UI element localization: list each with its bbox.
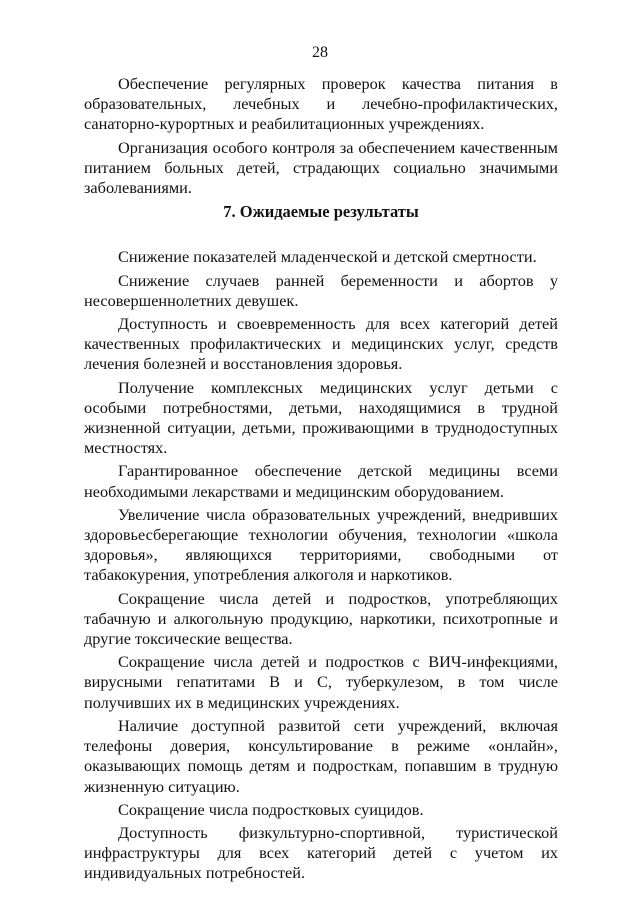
paragraph: Снижение случаев ранней беременности и абортов у несовершеннолетних девушек. (84, 270, 558, 310)
paragraph: Сокращение числа детей и подростков, употребляющих табачную и алкогольную продукцию, наркотики, психотропные и другие токсические вещества. (84, 588, 558, 649)
page-number: 28 (312, 44, 328, 61)
paragraph: Доступность и своевременность для всех категорий детей качественных профилактических и медицинских услуг, средств лечения болезней и восстановления здоровья. (84, 314, 558, 374)
paragraph: Обеспечение регулярных проверок качества питания в образовательных, лечебных и лечебно-профилактических, санаторно-курортных и реабилитационных учреждениях. (84, 74, 558, 134)
paragraph: Организация особого контроля за обеспечением качественным питанием больных детей, страдающих социально значимыми заболеваниями. (84, 137, 558, 198)
paragraph: Получение комплексных медицинских услуг детьми с особыми потребностями, детьми, находящимися в трудной жизненной ситуации, детьми, проживающими в труднодоступных местностях. (84, 377, 558, 458)
page-body (84, 74, 558, 887)
paragraph: Увеличение числа образовательных учреждений, внедривших здоровьесберегающие технологии обучения, технологии «школа здоровья», являющихся территориями, свободными от табакокурения, употребления алкоголя и наркотиков. (84, 504, 558, 585)
section-heading: 7. Ожидаемые результаты (223, 202, 419, 222)
paragraph: Гарантированное обеспечение детской медицины всеми необходимыми лекарствами и медицинским оборудованием. (84, 461, 558, 501)
paragraph: Наличие доступной развитой сети учреждений, включая телефоны доверия, консультирование в режиме «онлайн», оказывающих помощь детям и подросткам, попавшим в трудную жизненную ситуацию. (84, 715, 558, 796)
paragraph: Сокращение числа детей и подростков с ВИЧ-инфекциями, вирусными гепатитами В и С, туберкулезом, в том числе получивших их в медицинских учреждениях. (84, 652, 558, 712)
paragraph: Сокращение числа подростковых суицидов. (118, 799, 424, 819)
paragraph: Доступность физкультурно-спортивной, туристической инфраструктуры для всех категорий детей с учетом их индивидуальных потребностей. (84, 822, 558, 883)
paragraph: Снижение показателей младенческой и детской смертности. (118, 247, 537, 267)
